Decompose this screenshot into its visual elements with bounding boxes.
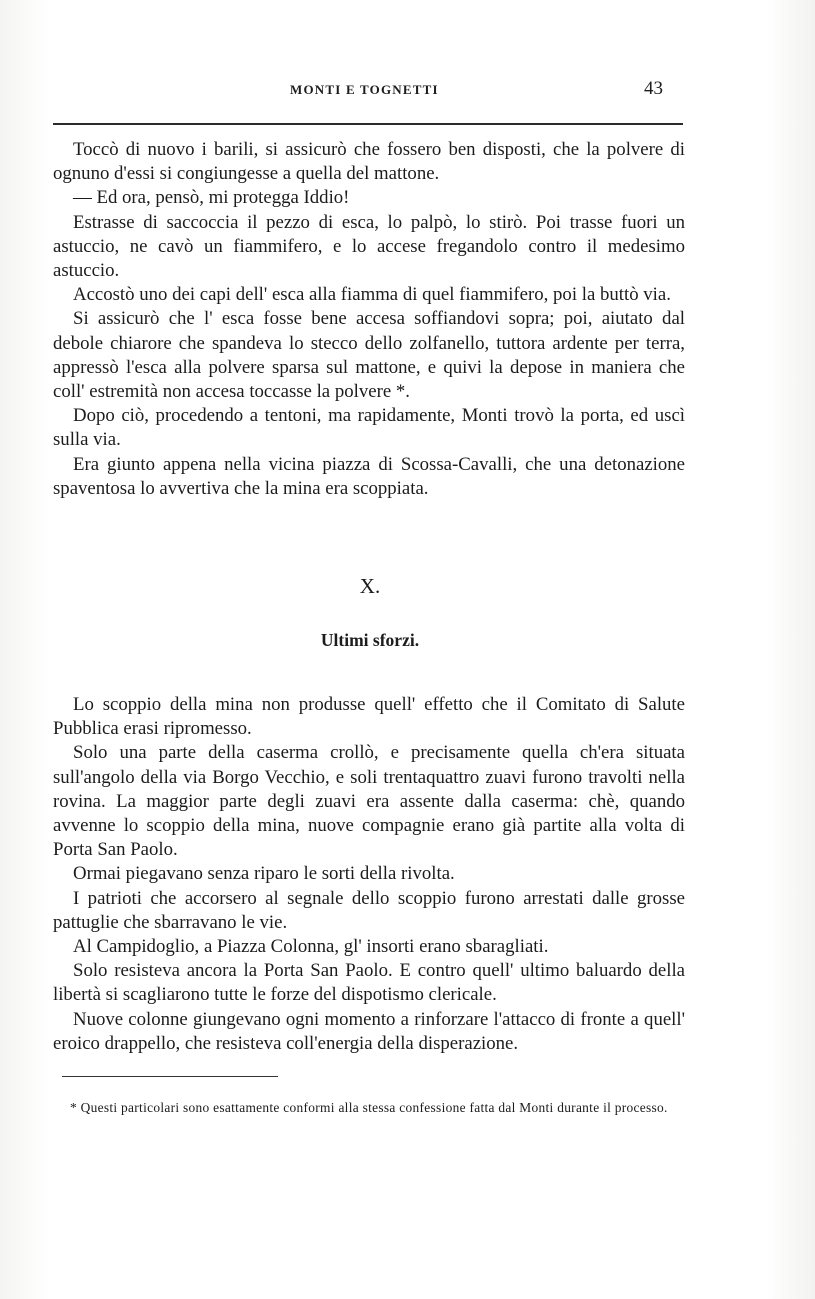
- footnote: [58, 1097, 683, 1118]
- footnote-rule: [62, 1076, 278, 1077]
- chapter-number: X.: [359, 574, 381, 598]
- paragraph: I patrioti che accorsero al segnale dello scoppio furono arrestati dalle grosse pattuglie che sbarravano le vie.: [53, 887, 685, 933]
- paragraph: Al Campidoglio, a Piazza Colonna, gl' insorti erano sbaragliati.: [73, 936, 549, 958]
- paragraph: Si assicurò che l' esca fosse bene accesa soffiandovi sopra; poi, aiutato dal debole chiarore che spandeva lo stecco dello zolfanello, tuttora ardente per terra, appressò l'esca alla polvere sparsa sul mattone, e quivi la depose in maniera che coll' estremità non accesa toccasse la polvere *.: [53, 308, 685, 403]
- page-number: 43: [644, 78, 663, 99]
- body-text: [53, 138, 685, 501]
- footnote-text: * Questi particolari sono esattamente conformi alla stessa confessione fatta dal Monti durante il processo.: [70, 1100, 668, 1115]
- running-head: [0, 78, 815, 106]
- paragraph: Accostò uno dei capi dell' esca alla fiamma di quel fiammifero, poi la buttò via.: [73, 284, 671, 306]
- paragraph: Ormai piegavano senza riparo le sorti della rivolta.: [73, 863, 455, 885]
- paragraph: Lo scoppio della mina non produsse quell' effetto che il Comitato di Salute Pubblica erasi ripromesso.: [53, 694, 685, 740]
- paragraph: Toccò di nuovo i barili, si assicurò che fossero ben disposti, che la polvere di ognuno d'essi si congiungesse a quella del mattone.: [53, 139, 685, 185]
- paragraph: — Ed ora, pensò, mi protegga Iddio!: [73, 187, 350, 209]
- paragraph: Estrasse di saccoccia il pezzo di esca, lo palpò, lo stirò. Poi trasse fuori un astuccio, ne cavò un fiammifero, e lo accese fregandolo contro il medesimo astuccio.: [53, 211, 685, 282]
- paragraph: Era giunto appena nella vicina piazza di Scossa-Cavalli, che una detonazione spaventosa lo avvertiva che la mina era scoppiata.: [53, 453, 685, 499]
- chapter-body-text: [53, 693, 685, 1056]
- running-title: MONTI E TOGNETTI: [290, 82, 439, 97]
- header-rule: [53, 123, 683, 125]
- paragraph: Solo resisteva ancora la Porta San Paolo. E contro quell' ultimo baluardo della libertà si scagliarono tutte le forze del dispotismo clericale.: [53, 960, 685, 1006]
- paragraph: Nuove colonne giungevano ogni momento a rinforzare l'attacco di fronte a quell' eroico drappello, che resisteva coll'energia della disperazione.: [53, 1008, 685, 1054]
- paragraph: Solo una parte della caserma crollò, e precisamente quella ch'era situata sull'angolo della via Borgo Vecchio, e soli trentaquattro zuavi furono travolti nella rovina. La maggior parte degli zuavi era assente dalla caserma: chè, quando avvenne lo scoppio della mina, nuove compagnie erano già partite alla volta di Porta San Paolo.: [53, 742, 685, 861]
- paragraph: Dopo ciò, procedendo a tentoni, ma rapidamente, Monti trovò la porta, ed uscì sulla via.: [53, 405, 685, 451]
- chapter-title: Ultimi sforzi.: [320, 630, 420, 650]
